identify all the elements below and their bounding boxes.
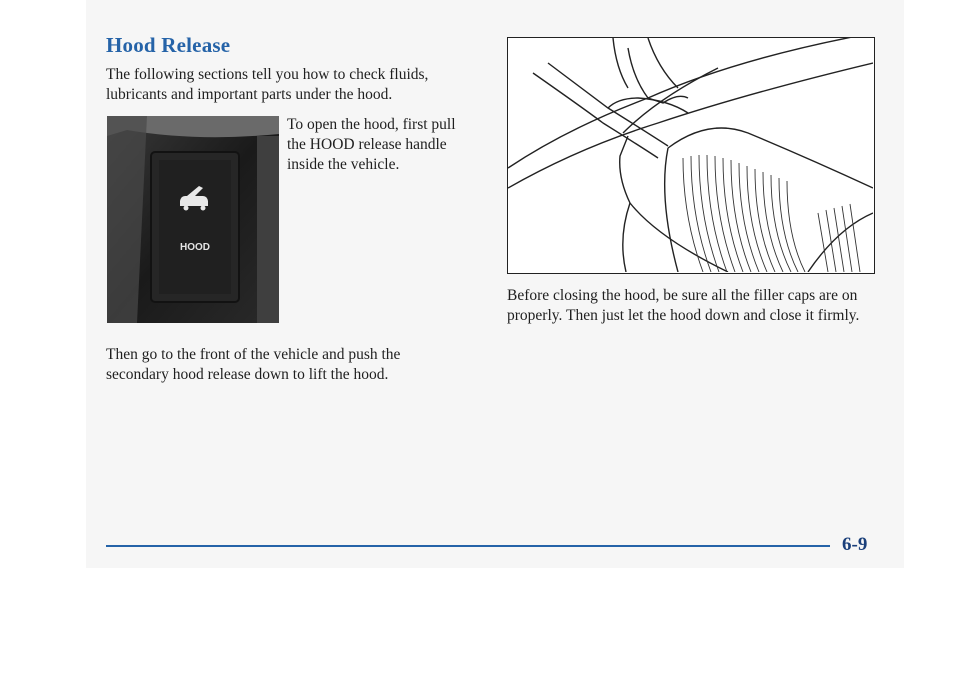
closing-hood-instructions: Before closing the hood, be sure all the filler caps are on properly. Then just let the hood down and close it firmly. [507,287,860,324]
hands-closing-hood-drawing [508,38,873,272]
hood-release-photo-graphic [107,116,279,323]
secondary-release-instructions: Then go to the front of the vehicle and push the secondary hood release down to lift the hood. [106,346,401,383]
hood-release-photo [107,116,279,323]
hood-label: HOOD [180,242,210,253]
hood-closing-illustration [507,37,875,274]
footer-rule [106,545,830,547]
open-hood-instructions: To open the hood, first pull the HOOD release handle inside the vehicle. [287,116,456,173]
section-title: Hood Release [106,33,231,57]
page-number: 6-9 [842,534,868,555]
intro-paragraph: The following sections tell you how to check fluids, lubricants and important parts under the hood. [106,66,429,103]
